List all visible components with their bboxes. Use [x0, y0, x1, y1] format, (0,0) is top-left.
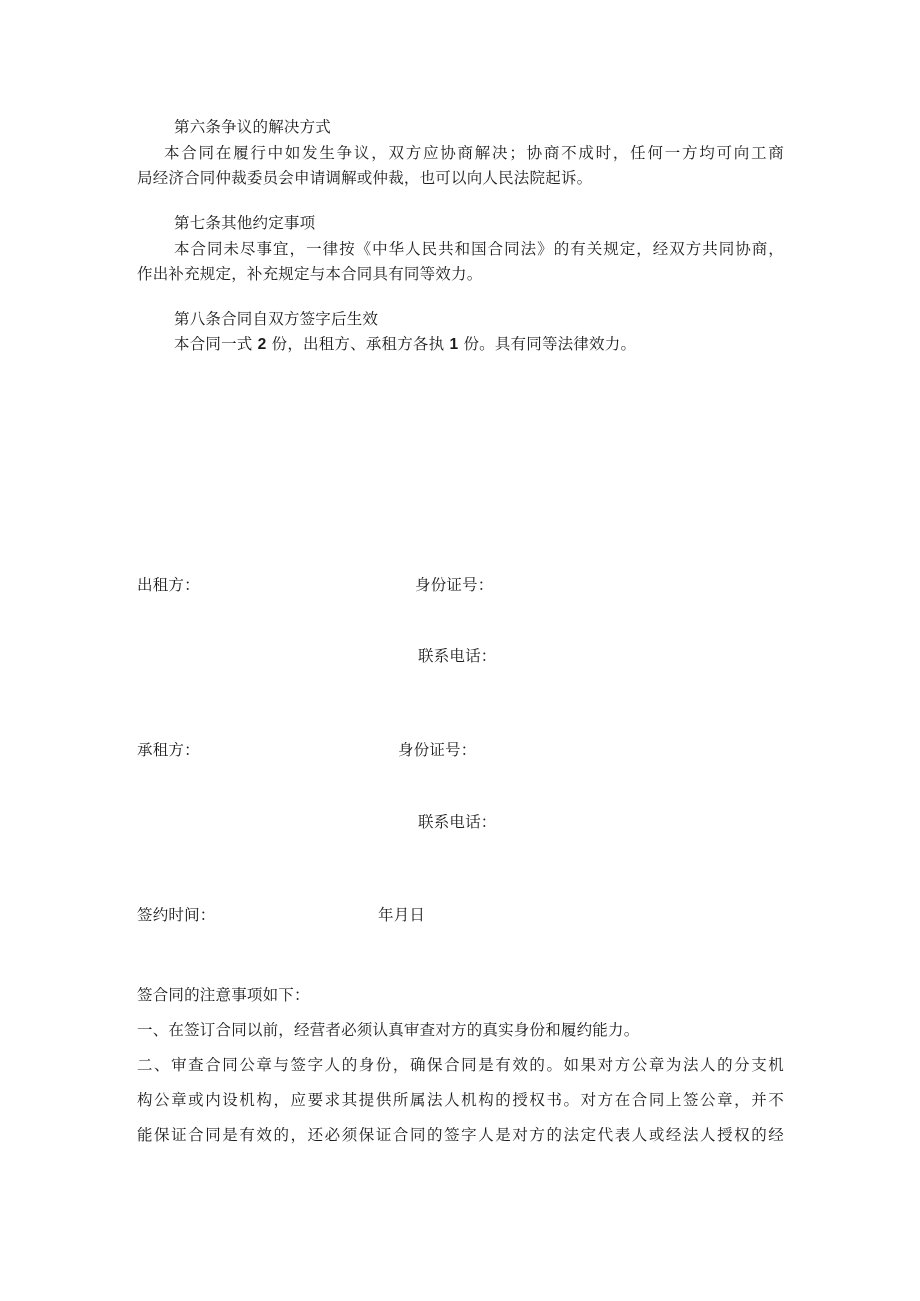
lessor-phone-label: 联系电话： — [418, 647, 497, 665]
lessee-label: 承租方： — [137, 741, 200, 759]
article8-heading: 第八条合同自双方签字后生效 — [174, 310, 379, 328]
notes-item1: 一、在签订合同以前，经营者必须认真审查对方的真实身份和履约能力。 — [137, 1021, 640, 1039]
lessee-id-label: 身份证号： — [398, 741, 477, 759]
article6-paragraph-line2: 局经济合同仲裁委员会申请调解或仲裁，也可以向人民法院起诉。 — [137, 169, 593, 187]
article7-heading: 第七条其他约定事项 — [174, 214, 316, 232]
notes-item2-line2: 构公章或内设机构，应要求其提供所属法人机构的授权书。对方在合同上签公章，并不 — [137, 1091, 784, 1109]
article6-paragraph-line1: 本合同在履行中如发生争议，双方应协商解决；协商不成时，任何一方均可向工商 — [164, 144, 784, 162]
lessee-phone-label: 联系电话： — [418, 813, 497, 831]
article8-copies-sentence — [174, 334, 636, 355]
notes-item2-line3: 能保证合同是有效的，还必须保证合同的签字人是对方的法定代表人或经法人授权的经 — [137, 1126, 784, 1144]
article7-paragraph-line2: 作出补充规定，补充规定与本合同具有同等效力。 — [137, 265, 483, 283]
article7-paragraph-line1: 本合同未尽事宜，一律按《中华人民共和国合同法》的有关规定，经双方共同协商， — [174, 240, 784, 258]
copies-suffix: 份。具有同等法律效力。 — [463, 335, 637, 353]
signing-date-units: 年月日 — [378, 906, 426, 924]
lessor-id-label: 身份证号： — [415, 576, 494, 594]
copies-total: 2 — [257, 336, 267, 353]
article6-heading: 第六条争议的解决方式 — [174, 118, 332, 136]
copies-each: 1 — [449, 336, 459, 353]
copies-prefix: 本合同一式 — [174, 335, 253, 353]
copies-middle: 份，出租方、承租方各执 — [271, 335, 445, 353]
notes-item2-line1: 二、审查合同公章与签字人的身份，确保合同是有效的。如果对方公章为法人的分支机 — [137, 1056, 784, 1074]
notes-title: 签合同的注意事项如下： — [137, 986, 310, 1004]
signing-date-label: 签约时间： — [137, 906, 216, 924]
lessor-label: 出租方： — [137, 576, 200, 594]
